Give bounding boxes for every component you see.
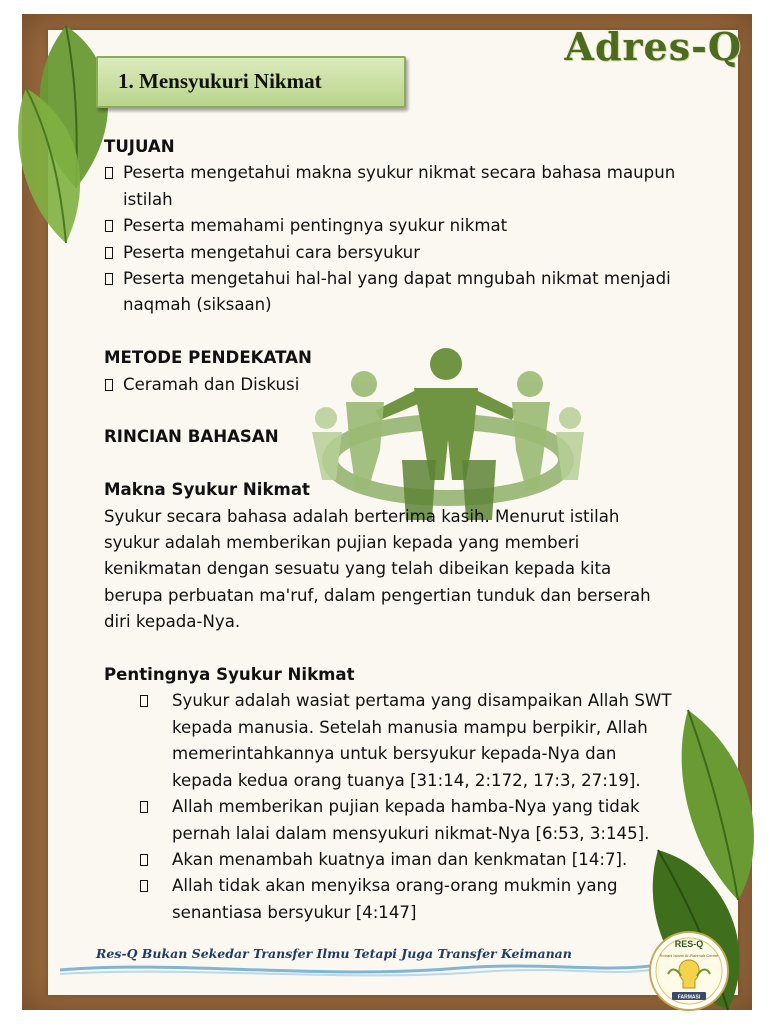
tujuan-item-continuation: istilah — [123, 189, 173, 209]
bullet-box-icon — [105, 220, 113, 232]
footer-wave-decoration — [60, 958, 650, 980]
makna-line: berupa perbuatan ma'ruf, dalam pengertian tunduk dan berserah — [104, 585, 651, 605]
makna-line: syukur adalah memberikan pujian kepada yang memberi — [104, 533, 580, 553]
tujuan-heading: TUJUAN — [104, 137, 175, 156]
bullet-box-icon — [140, 854, 148, 866]
makna-line: diri kepada-Nya. — [104, 612, 241, 632]
makna-line: Syukur secara bahasa adalah berterima kasih. Menurut istilah — [104, 506, 620, 526]
brand-title: Adres-Q — [564, 24, 742, 69]
logo-sub-text: Rohani Islami Ar-Rahmah Centre — [659, 953, 719, 958]
tujuan-item: Peserta memahami pentingnya syukur nikmat — [104, 213, 726, 239]
metode-heading: METODE PENDEKATAN — [104, 348, 312, 368]
bullet-box-icon — [105, 247, 113, 259]
tujuan-item: Peserta mengetahui cara bersyukur — [104, 240, 726, 266]
pentingnya-item-continuation: senantiasa bersyukur [4:147] — [172, 902, 417, 922]
pentingnya-heading: Pentingnya Syukur Nikmat — [104, 665, 355, 685]
logo-ribbon-text: FARMASI — [677, 994, 701, 1001]
bullet-box-icon — [140, 801, 148, 813]
pentingnya-item: Allah memberikan pujian kepada hamba-Nya yang tidak — [104, 794, 726, 820]
pentingnya-item-continuation: kepada manusia. Setelah manusia mampu berpikir, Allah — [172, 717, 648, 737]
tujuan-item: Peserta mengetahui makna syukur nikmat secara bahasa maupun — [104, 160, 726, 186]
bullet-box-icon — [105, 379, 113, 391]
bullet-box-icon — [140, 880, 148, 892]
res-q-logo — [648, 930, 730, 1012]
bullet-box-icon — [105, 167, 113, 179]
footer-motto: Res-Q Bukan Sekedar Transfer Ilmu Tetapi Juga Transfer Keimanan — [96, 946, 572, 961]
pentingnya-item: Allah tidak akan menyiksa orang-orang mukmin yang — [104, 873, 726, 899]
rincian-heading: RINCIAN BAHASAN — [104, 427, 279, 447]
pentingnya-item-continuation: pernah lalai dalam mensyukuri nikmat-Nya [6:53, 3:145]. — [172, 823, 650, 843]
pentingnya-item: Akan menambah kuatnya iman dan kenkmatan [14:7]. — [104, 847, 726, 873]
makna-line: kenikmatan dengan sesuatu yang telah dibeikan kepada kita — [104, 559, 612, 579]
tujuan-item-continuation: naqmah (siksaan) — [123, 295, 272, 315]
section-title: 1. Mensyukuri Nikmat — [118, 69, 322, 93]
tujuan-item: Peserta mengetahui hal-hal yang dapat mngubah nikmat menjadi — [104, 266, 726, 292]
logo-top-text: RES-Q — [674, 939, 704, 949]
pentingnya-item-continuation: memerintahkannya untuk bersyukur kepada-Nya dan — [172, 744, 617, 764]
pentingnya-item-continuation: kepada kedua orang tuanya [31:14, 2:172, 17:3, 27:19]. — [172, 770, 641, 790]
makna-heading: Makna Syukur Nikmat — [104, 480, 310, 500]
pentingnya-item: Syukur adalah wasiat pertama yang disampaikan Allah SWT — [104, 688, 726, 714]
main-content — [104, 134, 726, 926]
bullet-box-icon — [140, 695, 148, 707]
metode-item: Ceramah dan Diskusi — [104, 372, 726, 398]
section-title-box — [96, 56, 406, 108]
bullet-box-icon — [105, 273, 113, 285]
